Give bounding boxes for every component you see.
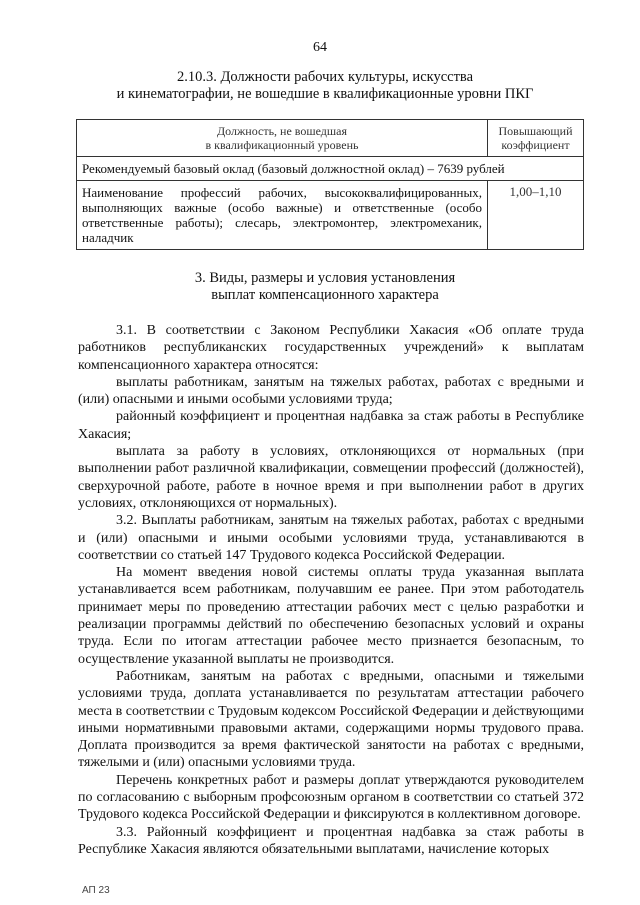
paragraph: Перечень конкретных работ и размеры доплат утверждаются руководителем по согласованию с выборным профсоюзным органом в соответствии со статьей 372 Трудового кодекса Российской Федерации и фиксируются в коллективном договоре. xyxy=(78,772,584,823)
coefficient-cell: 1,00–1,10 xyxy=(488,181,584,250)
paragraph: выплата за работу в условиях, отклоняющихся от нормальных (при выполнении работ различной квалификации, совмещении профессий (должностей), сверхурочной работе, работе в ночное время и при выполнении работ в других условиях, отклоняющихся от нормальных). xyxy=(78,444,584,511)
salary-cell: Рекомендуемый базовый оклад (базовый должностной оклад) – 7639 рублей xyxy=(77,157,584,181)
table-row xyxy=(77,181,584,250)
table-salary-row xyxy=(77,157,584,181)
section-heading-line: 3. Виды, размеры и условия установления xyxy=(194,270,456,286)
section-heading-line: выплат компенсационного характера xyxy=(211,287,439,303)
page-number: 64 xyxy=(313,40,327,55)
pkg-table xyxy=(76,119,584,250)
section-heading-line: и кинематографии, не вошедшие в квалификационные уровни ПКГ xyxy=(116,86,534,102)
paragraph: На момент введения новой системы оплаты труда указанная выплата устанавливается всем работникам, получавшим ее ранее. При этом работодатель принимает меры по проведению аттестации рабочих мест с целью разработки и реализации программы действий по обеспечению безопасных условий и охраны труда. Если по итогам аттестации рабочее место признается безопасным, то осуществление указанной выплаты не производится. xyxy=(78,565,584,667)
header-position-line: Должность, не вошедшая xyxy=(216,124,347,138)
header-coefficient-line: коэффициент xyxy=(501,138,570,152)
section-heading-3 xyxy=(80,270,570,304)
section-heading-line: 2.10.3. Должности рабочих культуры, искусства xyxy=(176,69,474,85)
header-coefficient-cell xyxy=(488,120,584,157)
body-text xyxy=(78,322,584,858)
paragraph: 3.1. В соответствии с Законом Республики Хакасия «Об оплате труда работников республиканских государственных учреждений» к выплатам компенсационного характера относятся: xyxy=(78,323,584,373)
header-position-line: в квалификационный уровень xyxy=(205,138,359,152)
section-heading-2-10-3 xyxy=(80,69,570,103)
footer-mark: АП 23 xyxy=(82,885,110,896)
paragraph: 3.3. Районный коэффициент и процентная надбавка за стаж работы в Республике Хакасия являются обязательными выплатами, начисление которых xyxy=(78,824,584,857)
position-name-cell: Наименование профессий рабочих, высококвалифицированных, выполняющих важные (особо важные) и ответственные (особо ответственные работы); слесарь, электромонтер, электромеханик, наладчик xyxy=(77,181,488,250)
paragraph: районный коэффициент и процентная надбавка за стаж работы в Республике Хакасия; xyxy=(78,409,584,442)
header-coefficient-line: Повышающий xyxy=(498,124,573,138)
paragraph: выплаты работникам, занятым на тяжелых работах, работах с вредными и (или) опасными и иными особыми условиями труда; xyxy=(78,374,584,408)
paragraph: 3.2. Выплаты работникам, занятым на тяжелых работах, работах с вредными и (или) опасными и иными особыми условиями труда, устанавливаются в соответствии со статьей 147 Трудового кодекса Российской Федерации. xyxy=(78,513,584,563)
paragraph: Работникам, занятым на работах с вредными, опасными и тяжелыми условиями труда, доплата устанавливается по результатам аттестации рабочего места в соответствии с Трудовым кодексом Российской Федерации и действующими иными нормативными правовыми актами, содержащими нормы трудового права. Доплата производится за время фактической занятости на работах с вредными, тяжелыми и (или) опасными условиями труда. xyxy=(78,668,584,771)
header-position-cell xyxy=(77,120,488,157)
table-header-row xyxy=(77,120,584,157)
